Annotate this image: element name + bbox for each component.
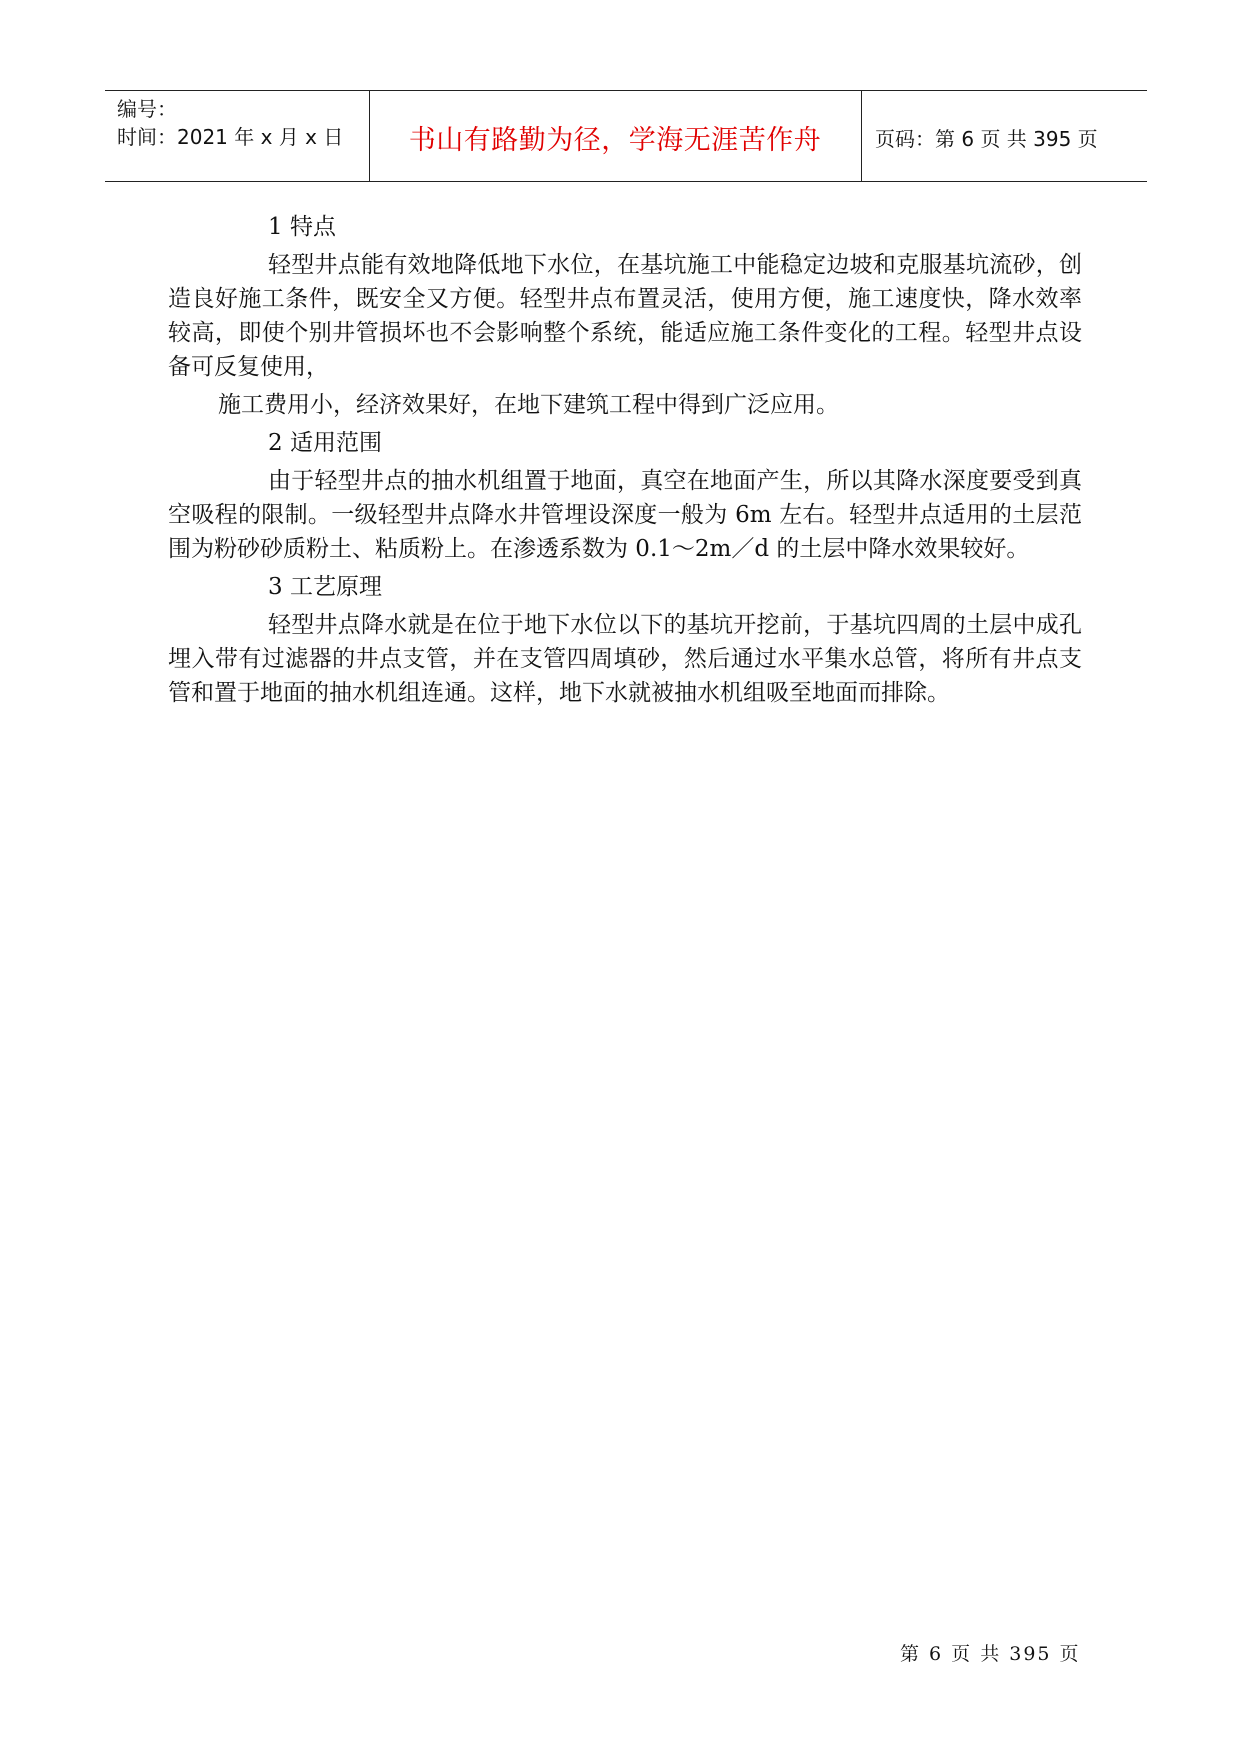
header-meta <box>117 95 365 151</box>
time-label: 时间：2021 年 x 月 x 日 <box>117 125 344 149</box>
page-header <box>105 90 1147 182</box>
header-divider <box>369 91 370 181</box>
document-body <box>168 210 1082 714</box>
paragraph: 由于轻型井点的抽水机组置于地面，真空在地面产生，所以其降水深度要受到真空吸程的限制。一级轻型井点降水井管埋设深度一般为 6m 左右。轻型井点适用的土层范围为粉砂砂质粉土、粘质粉上。在渗透系数为 0.1～2m／d 的土层中降水效果较好。 <box>168 468 1082 562</box>
section-heading-features: 1 特点 <box>268 214 336 240</box>
paragraph: 轻型井点能有效地降低地下水位，在基坑施工中能稳定边坡和克服基坑流砂，创造良好施工条件，既安全又方便。轻型井点布置灵活，使用方便，施工速度快，降水效率较高，即使个别井管损坏也不会影响整个系统，能适应施工条件变化的工程。轻型井点设备可反复使用， <box>168 252 1082 380</box>
header-divider <box>861 91 862 181</box>
paragraph: 施工费用小，经济效果好，在地下建筑工程中得到广泛应用。 <box>218 392 839 418</box>
paragraph: 轻型井点降水就是在位于地下水位以下的基坑开挖前，于基坑四周的土层中成孔埋入带有过滤器的井点支管，并在支管四周填砂，然后通过水平集水总管，将所有井点支管和置于地面的抽水机组连通。这样，地下水就被抽水机组吸至地面而排除。 <box>168 612 1082 706</box>
number-label: 编号： <box>117 97 177 121</box>
page-footer: 第 6 页 共 395 页 <box>900 1643 1081 1665</box>
header-page-number: 页码：第 6 页 共 395 页 <box>875 127 1098 151</box>
section-heading-principle: 3 工艺原理 <box>268 574 382 600</box>
header-motto: 书山有路勤为径，学海无涯苦作舟 <box>408 125 822 156</box>
section-heading-scope: 2 适用范围 <box>268 430 382 456</box>
